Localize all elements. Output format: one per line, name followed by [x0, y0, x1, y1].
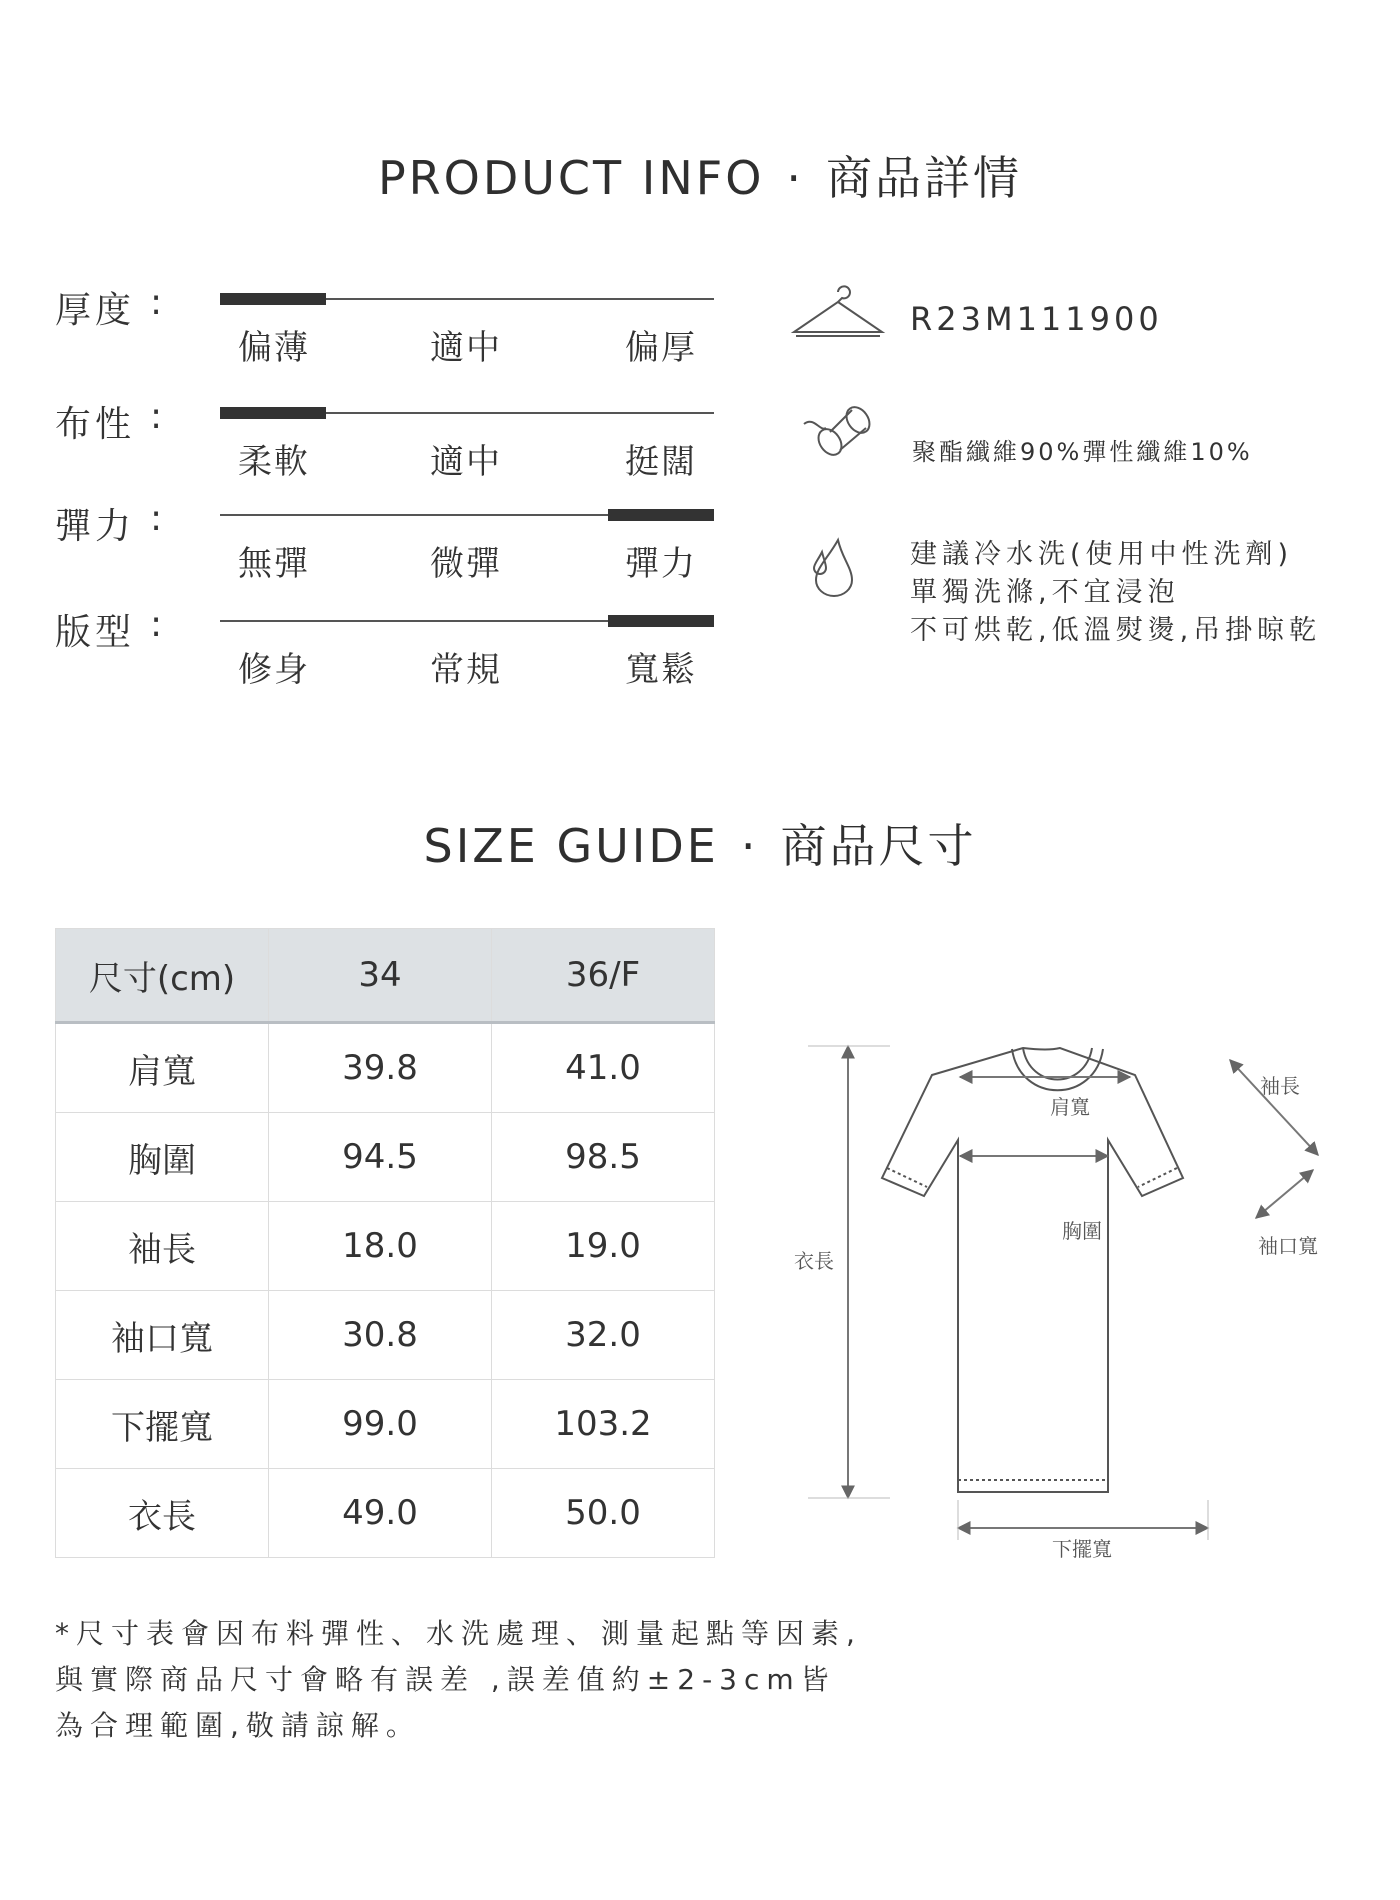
table-row	[56, 1291, 715, 1380]
cuff-arrow	[1256, 1170, 1313, 1218]
attribute-option: 修身	[238, 650, 310, 690]
tshirt-body	[882, 1048, 1183, 1492]
size-value-cell: 50.0	[492, 1469, 715, 1558]
measurement-name-cell: 胸圍	[56, 1113, 269, 1202]
table-header-row	[56, 929, 715, 1023]
attribute-scale-marker	[608, 509, 714, 521]
title-separator: ·	[740, 819, 759, 873]
attribute-label: 版型	[55, 612, 136, 653]
table-header-cell: 尺寸(cm)	[56, 929, 269, 1023]
product-sku: R23M111900	[910, 300, 1163, 338]
size-value-cell: 39.8	[269, 1023, 492, 1113]
care-line: 單獨洗滌,不宜浸泡	[910, 577, 1180, 608]
label-chest: 胸圍	[1062, 1219, 1102, 1243]
attribute-scale	[220, 298, 714, 300]
label-cuff: 袖口寬	[1258, 1234, 1318, 1258]
measurement-name-cell: 袖口寬	[56, 1291, 269, 1380]
tshirt-outline	[882, 1048, 1183, 1492]
size-value-cell: 32.0	[492, 1291, 715, 1380]
attribute-colon: :	[150, 604, 163, 645]
product-info-title	[0, 142, 1400, 208]
attribute-label: 布性	[55, 404, 136, 445]
water-drop-icon	[808, 534, 860, 598]
size-value-cell: 41.0	[492, 1023, 715, 1113]
table-row	[56, 1202, 715, 1291]
attribute-scale	[220, 620, 714, 622]
size-value-cell: 99.0	[269, 1380, 492, 1469]
product-info-title-en: PRODUCT INFO	[377, 151, 765, 205]
title-separator: ·	[786, 151, 805, 205]
attribute-option: 偏薄	[238, 328, 310, 368]
hanger-icon	[790, 282, 886, 342]
attribute-option: 寬鬆	[625, 650, 697, 690]
size-guide-title-zh: 商品尺寸	[780, 819, 977, 873]
size-guide-title-en: SIZE GUIDE	[423, 819, 719, 873]
attribute-scale	[220, 514, 714, 516]
attribute-colon: :	[150, 282, 163, 323]
note-line: 與實際商品尺寸會略有誤差 ,誤差值約±2-3cm皆	[55, 1663, 836, 1696]
size-value-cell: 49.0	[269, 1469, 492, 1558]
thread-spool-icon	[800, 398, 876, 464]
size-value-cell: 98.5	[492, 1113, 715, 1202]
table-row	[56, 1469, 715, 1558]
attribute-option: 微彈	[430, 544, 502, 584]
attribute-option: 挺闊	[625, 442, 697, 482]
table-row	[56, 1023, 715, 1113]
label-length: 衣長	[794, 1249, 834, 1273]
measurement-name-cell: 衣長	[56, 1469, 269, 1558]
attribute-colon: :	[150, 498, 163, 539]
size-value-cell: 94.5	[269, 1113, 492, 1202]
attribute-scale	[220, 412, 714, 414]
size-value-cell: 103.2	[492, 1380, 715, 1469]
fabric-composition: 聚酯纖維90%彈性纖維10%	[912, 438, 1253, 466]
attribute-option: 適中	[430, 442, 502, 482]
attribute-option: 偏厚	[625, 328, 697, 368]
table-header-cell: 36/F	[492, 929, 715, 1023]
attribute-option: 適中	[430, 328, 502, 368]
attribute-label: 厚度	[55, 290, 136, 331]
measurement-name-cell: 袖長	[56, 1202, 269, 1291]
attribute-colon: :	[150, 396, 163, 437]
size-value-cell: 19.0	[492, 1202, 715, 1291]
label-sleeve-length: 袖長	[1260, 1074, 1300, 1098]
care-line: 不可烘乾,低溫熨燙,吊掛晾乾	[910, 615, 1322, 646]
attribute-scale-marker	[608, 615, 714, 627]
table-row	[56, 1113, 715, 1202]
product-info-title-zh: 商品詳情	[826, 151, 1023, 205]
table-row	[56, 1380, 715, 1469]
note-line: 為合理範圍,敬請諒解。	[55, 1709, 421, 1742]
attribute-option: 彈力	[625, 544, 697, 584]
attribute-label: 彈力	[55, 506, 136, 547]
size-value-cell: 30.8	[269, 1291, 492, 1380]
measurement-name-cell: 下擺寬	[56, 1380, 269, 1469]
care-line: 建議冷水洗(使用中性洗劑)	[910, 539, 1294, 570]
tshirt-measurement-diagram	[790, 1030, 1350, 1570]
label-shoulder: 肩寬	[1050, 1095, 1090, 1119]
table-header-cell: 34	[269, 929, 492, 1023]
label-hem: 下擺寬	[1052, 1537, 1112, 1561]
size-table	[55, 928, 715, 1558]
attribute-option: 柔軟	[238, 442, 310, 482]
size-guide-title	[0, 810, 1400, 876]
attribute-scale-marker	[220, 293, 326, 305]
size-value-cell: 18.0	[269, 1202, 492, 1291]
note-line: *尺寸表會因布料彈性、水洗處理、測量起點等因素,	[55, 1617, 862, 1650]
attribute-scale-marker	[220, 407, 326, 419]
tshirt-collar	[1023, 1048, 1092, 1080]
attribute-option: 無彈	[238, 544, 310, 584]
measurement-name-cell: 肩寬	[56, 1023, 269, 1113]
attribute-option: 常規	[430, 650, 502, 690]
